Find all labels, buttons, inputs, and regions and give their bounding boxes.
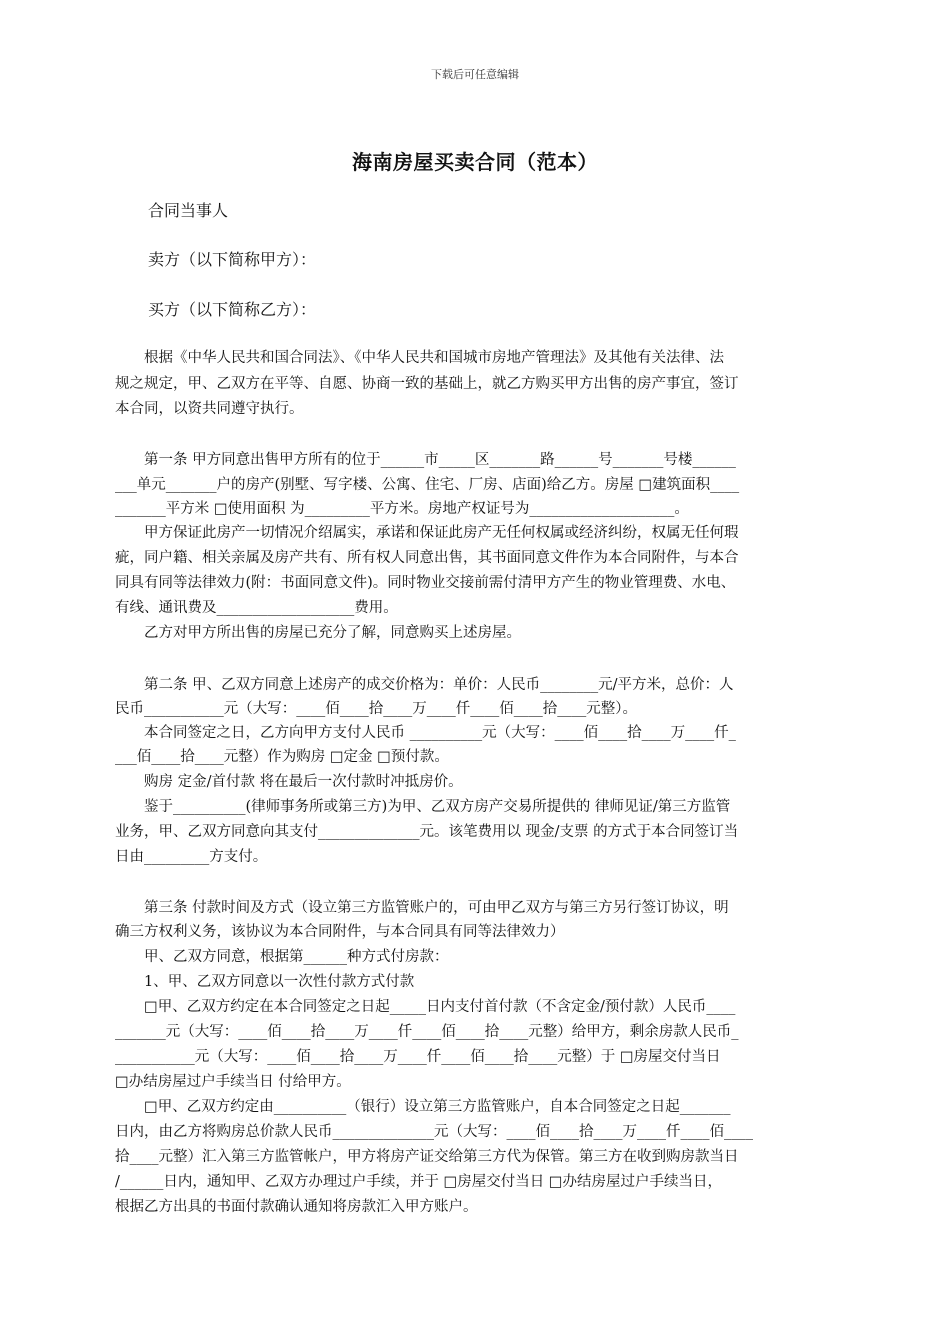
body-line: 鉴于__________(律师事务所或第三方)为甲、乙双方房产交易所提供的 律师见证/第三方监管 [115, 799, 731, 815]
body-line: 甲、乙双方同意，根据第______种方式付房款： [115, 949, 449, 965]
body-line: □甲、乙双方约定由__________（银行）设立第三方监管账户，自本合同签定之日起_______ [115, 1099, 731, 1115]
document-title: 海南房屋买卖合同（范本） [352, 150, 598, 174]
body-line: 甲方保证此房产一切情况介绍属实，承诺和保证此房产无任何权属或经济纠纷，权属无任何瑕 [115, 525, 739, 541]
body-line: 1、甲、乙双方同意以一次性付款方式付款 [115, 974, 415, 990]
body-line: 本合同签定之日，乙方向甲方支付人民币 __________元（大写：____佰____拾____万____仟_ [115, 725, 736, 741]
header-note: 下载后可任意编辑 [431, 68, 519, 81]
body-line: 根据乙方出具的书面付款确认通知将房款汇入甲方账户。 [115, 1199, 478, 1215]
body-line: □办结房屋过户手续当日 付给甲方。 [115, 1074, 351, 1090]
parties-heading: 合同当事人 [148, 201, 229, 220]
body-line: 根据《中华人民共和国合同法》、《中华人民共和国城市房地产管理法》及其他有关法律、法 [115, 350, 724, 366]
body-line: 第一条 甲方同意出售甲方所有的位于______市_____区_______路______号_______号楼______ [115, 452, 736, 468]
body-line: _______平方米 □使用面积 为_________平方米。房地产权证号为____________________。 [115, 501, 689, 517]
body-line: 民币___________元（大写：____佰____拾____万____仟____佰____拾____元整）。 [115, 701, 637, 717]
body-line: ___________元（大写：____佰____拾____万____仟____佰____拾____元整）于 □房屋交付当日 [115, 1049, 721, 1065]
body-line: 日内，由乙方将购房总价款人民币______________元（大写：____佰____拾____万____仟____佰____ [115, 1124, 753, 1140]
body-line: ___单元_______户的房产(别墅、写字楼、公寓、住宅、厂房、店面)给乙方。房屋 □建筑面积____ [115, 477, 740, 493]
body-line: /______日内，通知甲、乙双方办理过户手续，并于 □房屋交付当日 □办结房屋过户手续当日， [115, 1174, 723, 1190]
seller-line: 卖方（以下简称甲方）： [148, 250, 317, 269]
body-line: 疵，同户籍、相关亲属及房产共有、所有权人同意出售，其书面同意文件作为本合同附件，与本合 [115, 550, 739, 566]
body-line: 日由_________方支付。 [115, 849, 268, 865]
body-line: 第三条 付款时间及方式（设立第三方监管账户的，可由甲乙双方与第三方另行签订协议，明 [115, 900, 729, 916]
body-line: _______元（大写：____佰____拾____万____仟____佰____拾____元整）给甲方，剩余房款人民币_ [115, 1024, 739, 1040]
body-line: 业务，甲、乙双方同意向其支付______________元。该笔费用以 现金/支票 的方式于本合同签订当 [115, 824, 739, 840]
body-line: 确三方权利义务，该协议为本合同附件，与本合同具有同等法律效力） [115, 924, 565, 940]
body-line: 乙方对甲方所出售的房屋已充分了解，同意购买上述房屋。 [115, 625, 521, 641]
body-line: 第二条 甲、乙双方同意上述房产的成交价格为：单价：人民币________元/平方米，总价：人 [115, 677, 734, 693]
buyer-line: 买方（以下简称乙方）： [148, 300, 317, 319]
body-line: 同具有同等法律效力(附：书面同意文件)。同时物业交接前需付清甲方产生的物业管理费、水电、 [115, 575, 736, 591]
body-line: 有线、通讯费及___________________费用。 [115, 600, 398, 616]
body-line: 购房 定金/首付款 将在最后一次付款时冲抵房价。 [115, 774, 463, 790]
body-line: □甲、乙双方约定在本合同签定之日起_____日内支付首付款（不含定金/预付款）人民币____ [115, 999, 736, 1015]
body-line: 拾____元整）汇入第三方监管帐户，甲方将房产证交给第三方代为保管。第三方在收到购房款当日 [115, 1149, 739, 1165]
body-line: 本合同，以资共同遵守执行。 [115, 401, 304, 417]
body-line: ___佰____拾____元整）作为购房 □定金 □预付款。 [115, 749, 449, 765]
body-line: 规之规定，甲、乙双方在平等、自愿、协商一致的基础上，就乙方购买甲方出售的房产事宜，签订 [115, 376, 739, 392]
